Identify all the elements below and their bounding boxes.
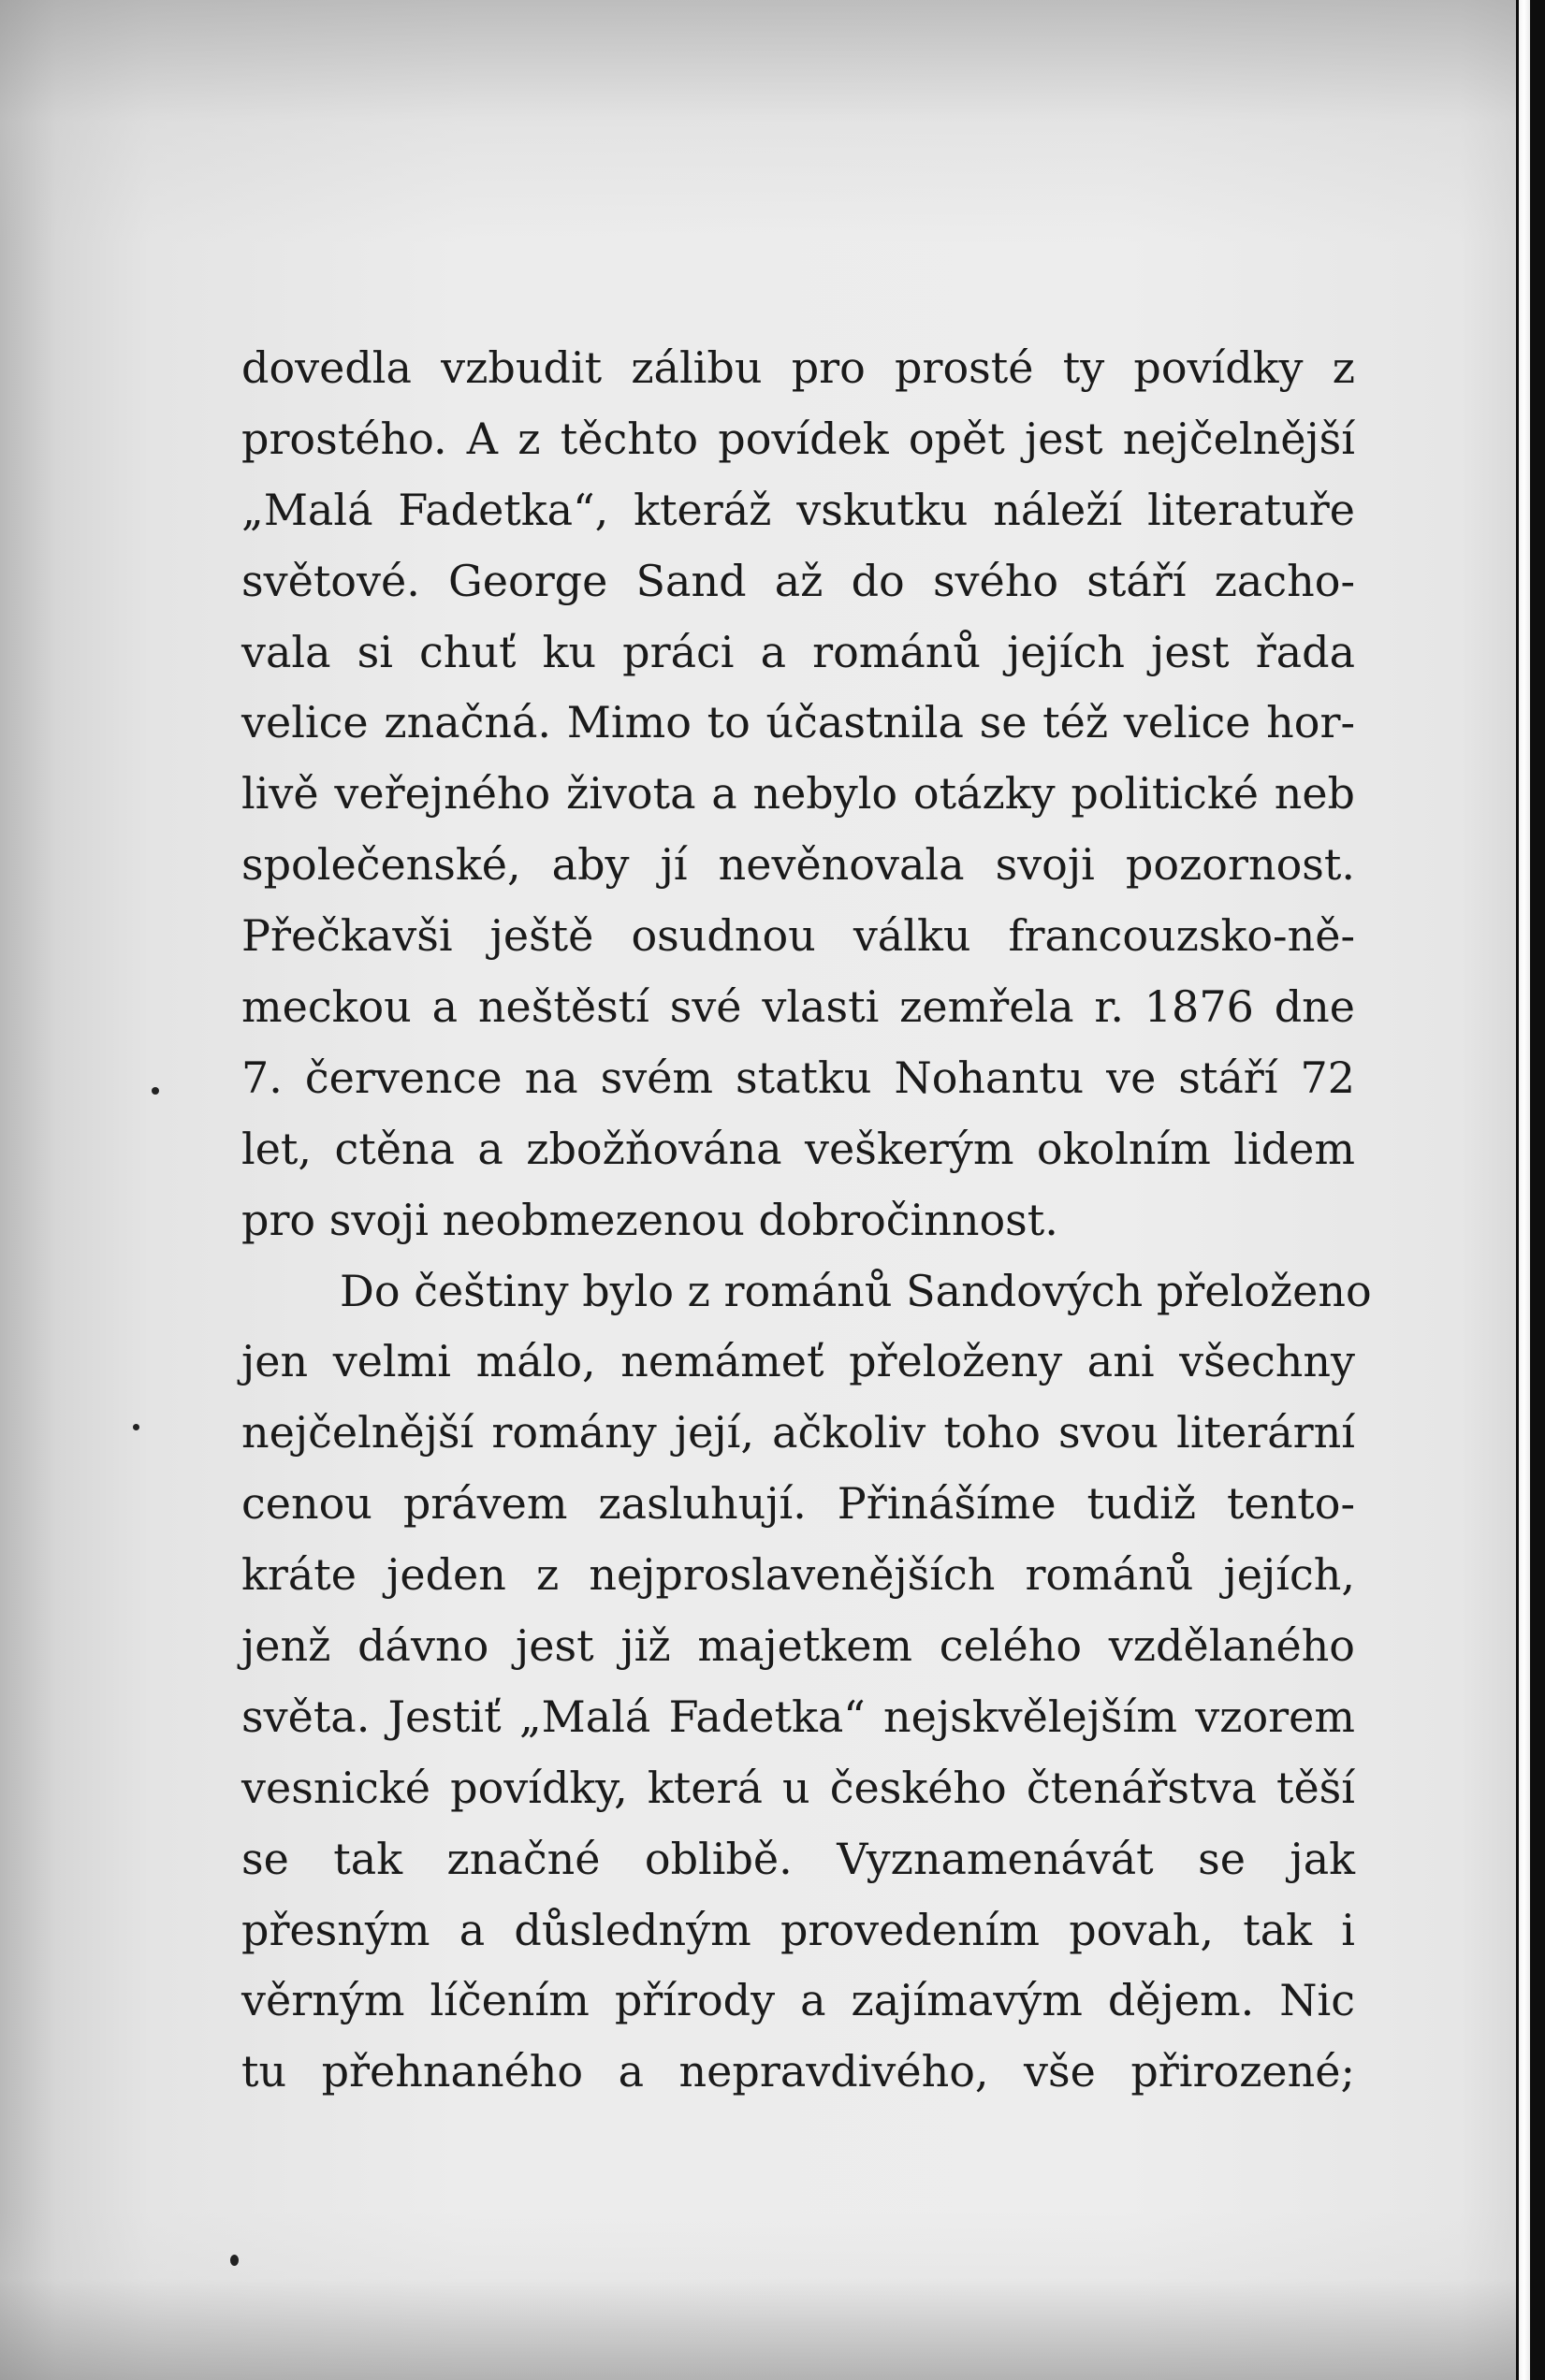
text-line: livě veřejného života a nebylo otázky politické neb (241, 768, 1355, 820)
text-line: vesnické povídky, která u českého čtenářstva těší (241, 1762, 1355, 1813)
text-line: světové. George Sand až do svého stáří zacho- (241, 555, 1355, 606)
text-line: nejčelnější romány její, ačkoliv toho svou literární (241, 1407, 1355, 1458)
text-line: meckou a neštěstí své vlasti zemřela r. 1876 dne (241, 981, 1355, 1033)
scan-speck (230, 2255, 239, 2266)
text-line: Přečkavši ještě osudnou válku francouzsko-ně- (241, 910, 1355, 962)
text-line: jen velmi málo, nemámeť přeloženy ani všechny (241, 1336, 1355, 1387)
text-line: Do češtiny bylo z románů Sandových přeloženo (340, 1265, 1372, 1316)
text-line: 7. července na svém statku Nohantu ve stáří 72 (241, 1052, 1355, 1103)
text-line: pro svoji neobmezenou dobročinnost. (241, 1194, 1058, 1245)
text-line: společenské, aby jí nevěnovala svoji pozornost. (241, 839, 1355, 891)
scan-edge-strip (1519, 0, 1530, 2380)
text-line: velice značná. Mimo to účastnila se též velice hor- (241, 697, 1355, 748)
text-line: světa. Jestiť „Malá Fadetka“ nejskvělejším vzorem (241, 1691, 1355, 1742)
text-line: cenou právem zasluhují. Přinášíme tudiž tento- (241, 1478, 1355, 1530)
text-line: let, ctěna a zbožňována veškerým okolním lidem (241, 1123, 1355, 1174)
scan-edge (1516, 0, 1545, 2380)
body-text (241, 333, 1372, 2108)
scan-speck (152, 1087, 159, 1095)
text-line: jenž dávno jest již majetkem celého vzdělaného (241, 1620, 1355, 1672)
scan-speck (133, 1424, 139, 1430)
text-line: se tak značné oblibě. Vyznamenávát se jak (241, 1833, 1355, 1884)
text-line: přesným a důsledným provedením povah, tak i (241, 1904, 1355, 1955)
text-line: věrným líčením přírody a zajímavým dějem. Nic (241, 1975, 1355, 2026)
text-line: tu přehnaného a nepravdivého, vše přirozené; (241, 2046, 1355, 2097)
text-line: kráte jeden z nejproslavenějších románů jejích, (241, 1549, 1355, 1601)
text-line: dovedla vzbudit zálibu pro prosté ty povídky z (241, 342, 1355, 393)
text-line: vala si chuť ku práci a románů jejích jest řada (241, 626, 1355, 677)
text-line: „Malá Fadetka“, kteráž vskutku náleží literatuře (241, 484, 1355, 535)
text-line: prostého. A z těchto povídek opět jest nejčelnější (241, 413, 1355, 464)
